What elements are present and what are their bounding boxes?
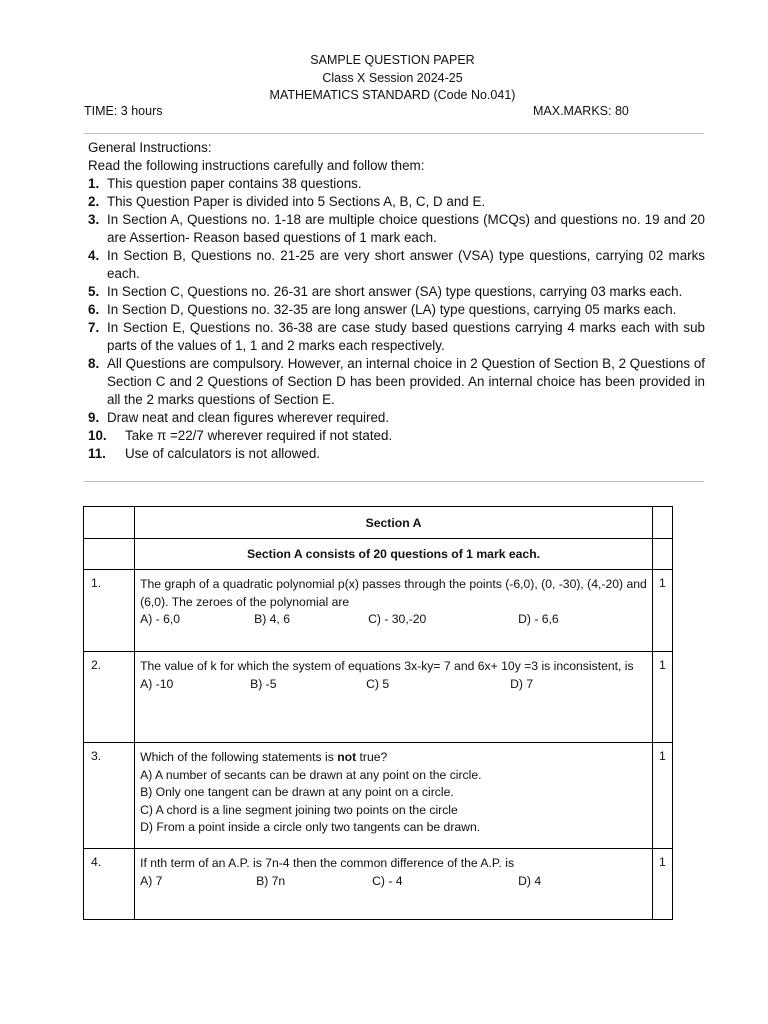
instruction-number: 6. xyxy=(88,302,100,317)
question-row xyxy=(84,849,673,920)
question-body xyxy=(135,743,653,849)
class-session: Class X Session 2024-25 xyxy=(322,70,463,85)
question-text: If nth term of an A.P. is 7n-4 then the common difference of the A.P. is xyxy=(140,856,515,870)
instruction-item xyxy=(88,301,705,319)
instruction-text: This Question Paper is divided into 5 Sections A, B, C, D and E. xyxy=(107,194,486,209)
section-subtitle: Section A consists of 20 questions of 1 mark each. xyxy=(135,539,653,570)
instruction-number: 3. xyxy=(88,212,100,227)
option-b: B) 7n xyxy=(256,873,286,888)
question-row xyxy=(84,743,673,849)
instruction-text: In Section E, Questions no. 36-38 are case study based questions carrying 4 marks each with sub parts of the values of 1, 1 and 2 marks each respectively. xyxy=(107,320,705,353)
question-marks: 1 xyxy=(652,570,672,652)
general-instructions xyxy=(88,139,705,463)
instruction-item xyxy=(88,409,705,427)
empty-cell xyxy=(84,507,135,539)
instruction-item xyxy=(88,175,705,193)
instruction-text: In Section B, Questions no. 21-25 are very short answer (VSA) type questions, carrying 02 marks each. xyxy=(107,248,705,281)
question-text: The value of k for which the system of equations 3x-ky= 7 and 6x+ 10y =3 is inconsistent, is xyxy=(140,659,634,673)
instruction-number: 9. xyxy=(88,410,100,425)
instruction-number: 4. xyxy=(88,248,100,263)
option-d: D) 7 xyxy=(510,676,534,691)
instruction-text: This question paper contains 38 questions. xyxy=(107,176,362,191)
instruction-number: 5. xyxy=(88,284,100,299)
question-body xyxy=(135,652,653,743)
instruction-number: 11. xyxy=(88,446,106,461)
divider-bottom xyxy=(84,481,704,482)
instruction-text: In Section D, Questions no. 32-35 are long answer (LA) type questions, carrying 05 marks each. xyxy=(107,302,677,317)
option-b: B) 4, 6 xyxy=(254,612,290,626)
option-d: D) 4 xyxy=(518,873,542,888)
statement-b: B) Only one tangent can be drawn at any point on a circle. xyxy=(140,785,454,799)
question-text: The graph of a quadratic polynomial p(x) passes through the points (-6,0), (0, -30), (4,-20) and (6,0). The zeroes of the polynomial are xyxy=(140,577,647,609)
time-allowed: TIME: 3 hours xyxy=(84,104,163,118)
instruction-item xyxy=(88,355,705,409)
question-marks: 1 xyxy=(652,849,672,920)
max-marks: MAX.MARKS: 80 xyxy=(533,104,629,118)
option-c: C) - 4 xyxy=(372,873,403,888)
option-a: A) 7 xyxy=(140,873,163,888)
question-text-part: Which of the following statements is xyxy=(140,750,338,764)
option-b: B) -5 xyxy=(250,676,277,691)
option-a: A) -10 xyxy=(140,676,174,691)
instruction-text: All Questions are compulsory. However, an internal choice in 2 Question of Section B, 2 Questions of Section C and 2 Questions of Section D has been provided. An internal choice has been provided in all the 2 marks questions of Section E. xyxy=(107,356,705,407)
instruction-item xyxy=(88,247,705,283)
statement-a: A) A number of secants can be drawn at any point on the circle. xyxy=(140,767,482,782)
options-row xyxy=(140,676,647,694)
instruction-number: 10. xyxy=(88,428,107,443)
instruction-text: Draw neat and clean figures wherever required. xyxy=(107,410,390,425)
instruction-item xyxy=(88,319,705,355)
instruction-text: Take π =22/7 wherever required if not stated. xyxy=(125,428,393,443)
question-text xyxy=(140,749,647,767)
instruction-number: 1. xyxy=(88,176,100,191)
instruction-text: In Section A, Questions no. 1-18 are multiple choice questions (MCQs) and questions no. 19 and 20 are Assertion- Reason based questions of 1 mark each. xyxy=(107,212,705,245)
instruction-item xyxy=(88,193,705,211)
option-c: C) 5 xyxy=(366,676,390,691)
question-body xyxy=(135,849,653,920)
question-number: 3. xyxy=(84,743,135,849)
instructions-intro: Read the following instructions carefully and follow them: xyxy=(88,158,425,173)
question-row xyxy=(84,570,673,652)
instruction-number: 2. xyxy=(88,194,100,209)
instructions-heading: General Instructions: xyxy=(88,140,212,155)
instruction-item xyxy=(88,445,705,463)
question-marks: 1 xyxy=(652,743,672,849)
instruction-number: 8. xyxy=(88,356,100,371)
empty-cell xyxy=(84,539,135,570)
question-text-emphasis: not xyxy=(337,750,357,764)
instruction-item xyxy=(88,283,705,301)
option-a: A) - 6,0 xyxy=(140,612,181,626)
instruction-item xyxy=(88,211,705,247)
section-title-row xyxy=(84,507,673,539)
paper-title: SAMPLE QUESTION PAPER xyxy=(310,53,475,67)
questions-table xyxy=(83,506,673,920)
section-title: Section A xyxy=(135,507,653,539)
option-c: C) - 30,-20 xyxy=(368,612,427,626)
question-number: 4. xyxy=(84,849,135,920)
question-marks: 1 xyxy=(652,652,672,743)
instruction-text: Use of calculators is not allowed. xyxy=(125,446,321,461)
paper-header xyxy=(0,52,768,105)
question-body xyxy=(135,570,653,652)
options-row xyxy=(140,873,647,891)
empty-cell xyxy=(652,507,672,539)
section-subtitle-row xyxy=(84,539,673,570)
empty-cell xyxy=(652,539,672,570)
question-text-part: true? xyxy=(356,750,388,764)
instruction-number: 7. xyxy=(88,320,100,335)
question-row xyxy=(84,652,673,743)
question-number: 2. xyxy=(84,652,135,743)
instruction-text: In Section C, Questions no. 26-31 are short answer (SA) type questions, carrying 03 marks each. xyxy=(107,284,683,299)
statement-c: C) A chord is a line segment joining two points on the circle xyxy=(140,802,458,817)
instruction-item xyxy=(88,427,705,445)
question-number: 1. xyxy=(84,570,135,652)
option-d: D) - 6,6 xyxy=(518,612,559,626)
statement-d: D) From a point inside a circle only two tangents can be drawn. xyxy=(140,820,481,834)
divider-top xyxy=(84,133,704,134)
options-row xyxy=(140,611,647,629)
subject-code: MATHEMATICS STANDARD (Code No.041) xyxy=(269,88,516,102)
